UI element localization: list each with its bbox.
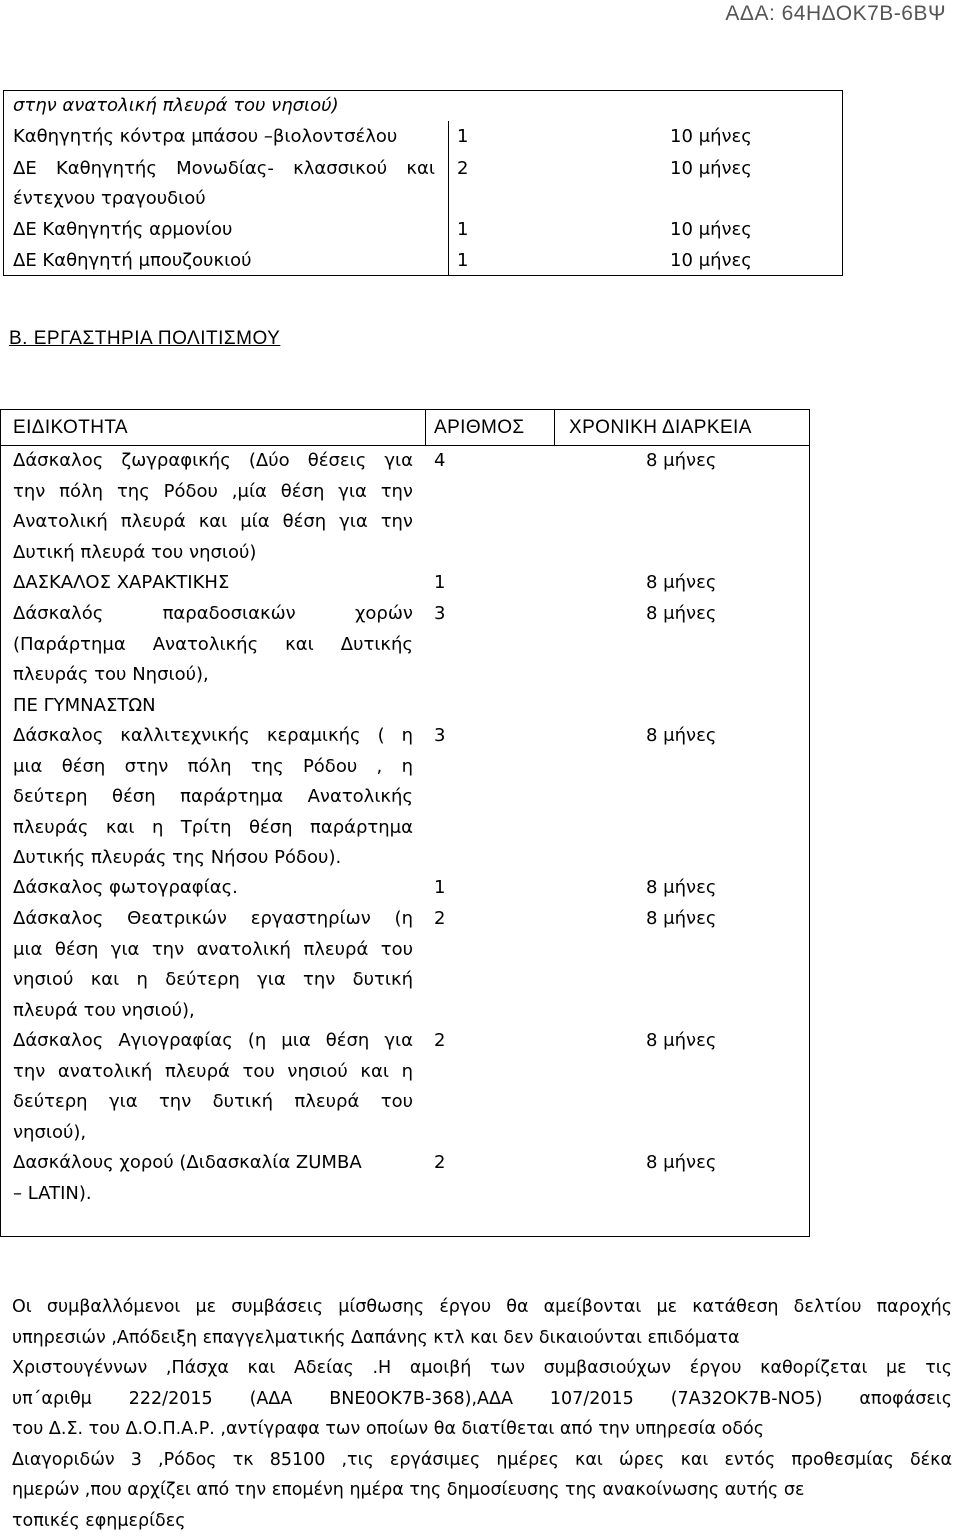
row-duration: 8 μήνες [646, 1026, 716, 1057]
row-name-line: έντεχνου τραγουδιού [13, 184, 206, 214]
row-duration: 8 μήνες [646, 1148, 716, 1179]
row-name: Δάσκαλος καλλιτεχνικής κεραμικής ( η μια θέση στην πόλη της Ρόδου , η δεύτερη θέση παράρτημα Ανατολικής πλευράς και η Τρίτη θέση παράρτημα Δυτικής πλευράς της Νήσου Ρόδου). [13, 721, 413, 874]
row-name: ΔΕ Καθηγητής αρμονίου [13, 215, 232, 245]
row-name: Δάσκαλός παραδοσιακών χορών (Παράρτημα Ανατολικής και Δυτικής πλευράς του Νησιού), ΠΕ ΓΥΜΝΑΣΤΩΝ [13, 599, 413, 721]
row-name: Δάσκαλος Αγιογραφίας (η μια θέση για την ανατολική πλευρά του νησιού και η δεύτερη για την δυτική πλευρά του νησιού), [13, 1026, 413, 1148]
row-count: 3 [434, 599, 445, 630]
section-title: Β. ΕΡΓΑΣΤΗΡΙΑ ΠΟΛΙΤΙΣΜΟΥ [9, 328, 280, 350]
row-name-line: ΔΕ Καθηγητής Μονωδίας- κλασσικού και [13, 154, 435, 184]
row-count: 2 [434, 1026, 445, 1057]
row-count: 4 [434, 446, 445, 477]
paragraph-line: Οι συμβαλλόμενοι με συμβάσεις μίσθωσης έργου θα αμείβονται με κατάθεση δελτίου παροχής [12, 1292, 952, 1323]
table-culture-workshops [0, 409, 810, 1237]
row-duration: 10 μήνες [670, 246, 752, 276]
row-duration: 8 μήνες [646, 873, 716, 904]
header-specialty: ΕΙΔΙΚΟΤΗΤΑ [13, 410, 128, 446]
terms-paragraph [12, 1292, 952, 1536]
table-music-teachers [3, 90, 843, 276]
column-divider [448, 121, 449, 276]
header-count: ΑΡΙΘΜΟΣ [434, 410, 525, 446]
row-count: 2 [434, 1148, 445, 1179]
row-duration: 10 μήνες [670, 154, 752, 184]
paragraph-line: ημερών ,που αρχίζει από την επομένη ημέρα της δημοσίευσης της ανακοίνωσης αυτής σε [12, 1475, 952, 1506]
row-name: Δάσκαλος ζωγραφικής (Δύο θέσεις για την πόλη της Ρόδου ,μία θέση για την Ανατολική πλευρά και μία θέση για την Δυτική πλευρά του νησιού) [13, 446, 413, 568]
header-duration: ΧΡΟΝΙΚΗ ΔΙΑΡΚΕΙΑ [569, 410, 752, 446]
paragraph-line: του Δ.Σ. του Δ.Ο.Π.Α.Ρ. ,αντίγραφα των οποίων θα διατίθεται από την υπηρεσία οδός [12, 1414, 952, 1445]
row-count: 1 [457, 246, 468, 276]
paragraph-line: Διαγοριδών 3 ,Ρόδος τκ 85100 ,τις εργάσιμες ημέρες και ώρες και εντός προθεσμίας δέκα [12, 1445, 952, 1476]
row-name: Δάσκαλος φωτογραφίας. [13, 873, 413, 904]
ada-code: ΑΔΑ: 64ΗΔΟΚ7Β-6ΒΨ [725, 2, 946, 26]
row-name: στην ανατολική πλευρά του νησιού) [13, 91, 339, 121]
row-count: 1 [434, 873, 445, 904]
row-count: 1 [457, 122, 468, 152]
row-name: Δασκάλους χορού (Διδασκαλία ZUMBA – LATIN). [13, 1148, 413, 1209]
paragraph-line: τοπικές εφημερίδες [12, 1506, 952, 1536]
row-duration: 8 μήνες [646, 568, 716, 599]
row-duration: 10 μήνες [670, 122, 752, 152]
row-count: 2 [434, 904, 445, 935]
row-count: 3 [434, 721, 445, 752]
row-count: 2 [457, 154, 468, 184]
row-duration: 8 μήνες [646, 599, 716, 630]
row-duration: 8 μήνες [646, 904, 716, 935]
row-count: 1 [457, 215, 468, 245]
row-name: ΔΕ Καθηγητή μπουζουκιού [13, 246, 252, 276]
header-divider [554, 410, 555, 445]
row-name: Δάσκαλος Θεατρικών εργαστηρίων (η μια θέση για την ανατολική πλευρά του νησιού και η δεύτερη για την δυτική πλευρά του νησιού), [13, 904, 413, 1026]
paragraph-line: υπ΄αριθμ 222/2015 (ΑΔΑ ΒΝΕ0ΟΚ7Β-368),ΑΔΑ 107/2015 (7Α32ΟΚ7Β-ΝΟ5) αποφάσεις [12, 1384, 952, 1415]
row-duration: 10 μήνες [670, 215, 752, 245]
row-name: Καθηγητής κόντρα μπάσου –βιολοντσέλου [13, 122, 397, 152]
row-count: 1 [434, 568, 445, 599]
paragraph-line: Χριστουγέννων ,Πάσχα και Αδείας .Η αμοιβή των συμβασιούχων έργου καθορίζεται με τις [12, 1353, 952, 1384]
header-divider [425, 410, 426, 445]
row-name: ΔΑΣΚΑΛΟΣ ΧΑΡΑΚΤΙΚΗΣ [13, 568, 413, 599]
row-duration: 8 μήνες [646, 446, 716, 477]
paragraph-line: υπηρεσιών ,Απόδειξη επαγγελματικής Δαπάνης κτλ και δεν δικαιούνται επιδόματα [12, 1323, 952, 1354]
row-duration: 8 μήνες [646, 721, 716, 752]
